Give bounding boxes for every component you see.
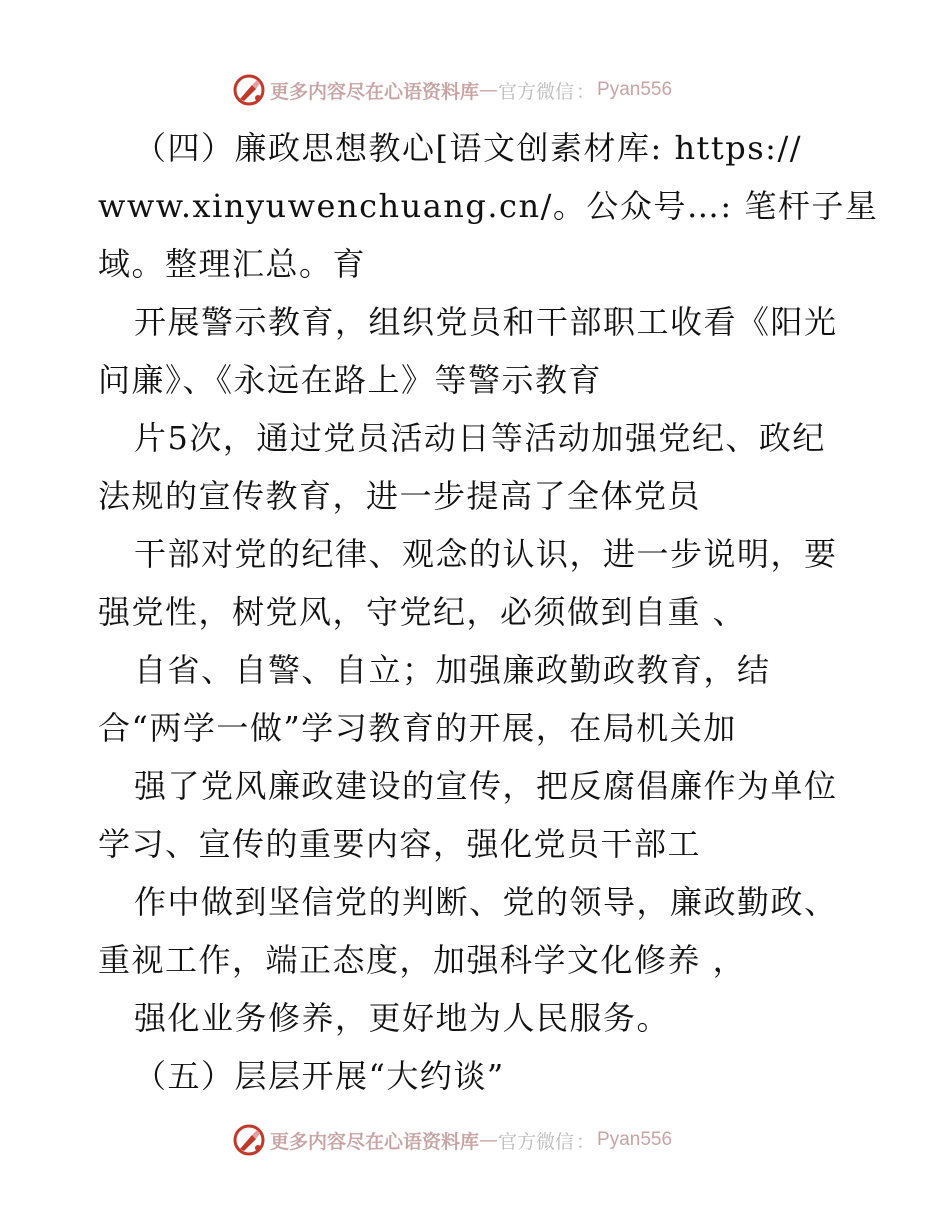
banner-colon: ： [576, 80, 596, 103]
banner-official-label: 官方微信 [498, 1130, 575, 1153]
body-line-15: 重视工作，端正态度，加强科学文化修养 ， [98, 941, 747, 979]
body-line-3: 域。整理汇总。育 [98, 245, 367, 283]
banner-wechat-id: Pyan556 [597, 1129, 673, 1150]
brand-logo-icon [232, 73, 266, 107]
body-line-11: 合“两学一做”学习教育的开展，在局机关加 [98, 709, 737, 747]
footer-banner [232, 1122, 672, 1158]
body-line-6: 片5次，通过党员活动日等活动加强党纪、政纪 [134, 419, 826, 457]
body-line-7: 法规的宣传教育，进一步提高了全体党员 [98, 477, 702, 515]
body-line-14: 作中做到坚信党的判断、党的领导，廉政勤政、 [134, 883, 838, 921]
banner-colon: ： [576, 1130, 596, 1153]
body-line-4: 开展警示教育，组织党员和干部职工收看《阳光 [134, 303, 838, 341]
banner-official-label: 官方微信 [498, 80, 575, 103]
banner-wechat-id: Pyan556 [597, 79, 673, 100]
body-line-1: （四）廉政思想教心[语文创素材库: https:// [134, 129, 803, 167]
body-line-13: 学习、宣传的重要内容，强化党员干部工 [98, 825, 702, 863]
brand-logo-icon [232, 1123, 266, 1157]
banner-separator: — [479, 79, 499, 101]
header-banner [232, 72, 672, 108]
body-line-2: www.xinyuwenchuang.cn/。公众号…: 笔杆子星 [98, 187, 879, 225]
body-line-8: 干部对党的纪律、观念的认识，进一步说明，要 [134, 535, 838, 573]
banner-main-text: 更多内容尽在心语资料库 [270, 1130, 480, 1153]
body-line-12: 强了党风廉政建设的宣传，把反腐倡廉作为单位 [134, 767, 838, 805]
body-line-17: （五）层层开展“大约谈” [134, 1057, 505, 1095]
body-line-16: 强化业务修养，更好地为人民服务。 [134, 999, 671, 1037]
body-line-10: 自省、自警、自立；加强廉政勤政教育，结 [134, 651, 771, 689]
banner-main-text: 更多内容尽在心语资料库 [270, 80, 480, 103]
banner-separator: — [479, 1129, 499, 1151]
body-line-5: 问廉》、《永远在路上》等警示教育 [98, 361, 603, 399]
body-line-9: 强党性，树党风，守党纪，必须做到自重 、 [98, 593, 747, 631]
